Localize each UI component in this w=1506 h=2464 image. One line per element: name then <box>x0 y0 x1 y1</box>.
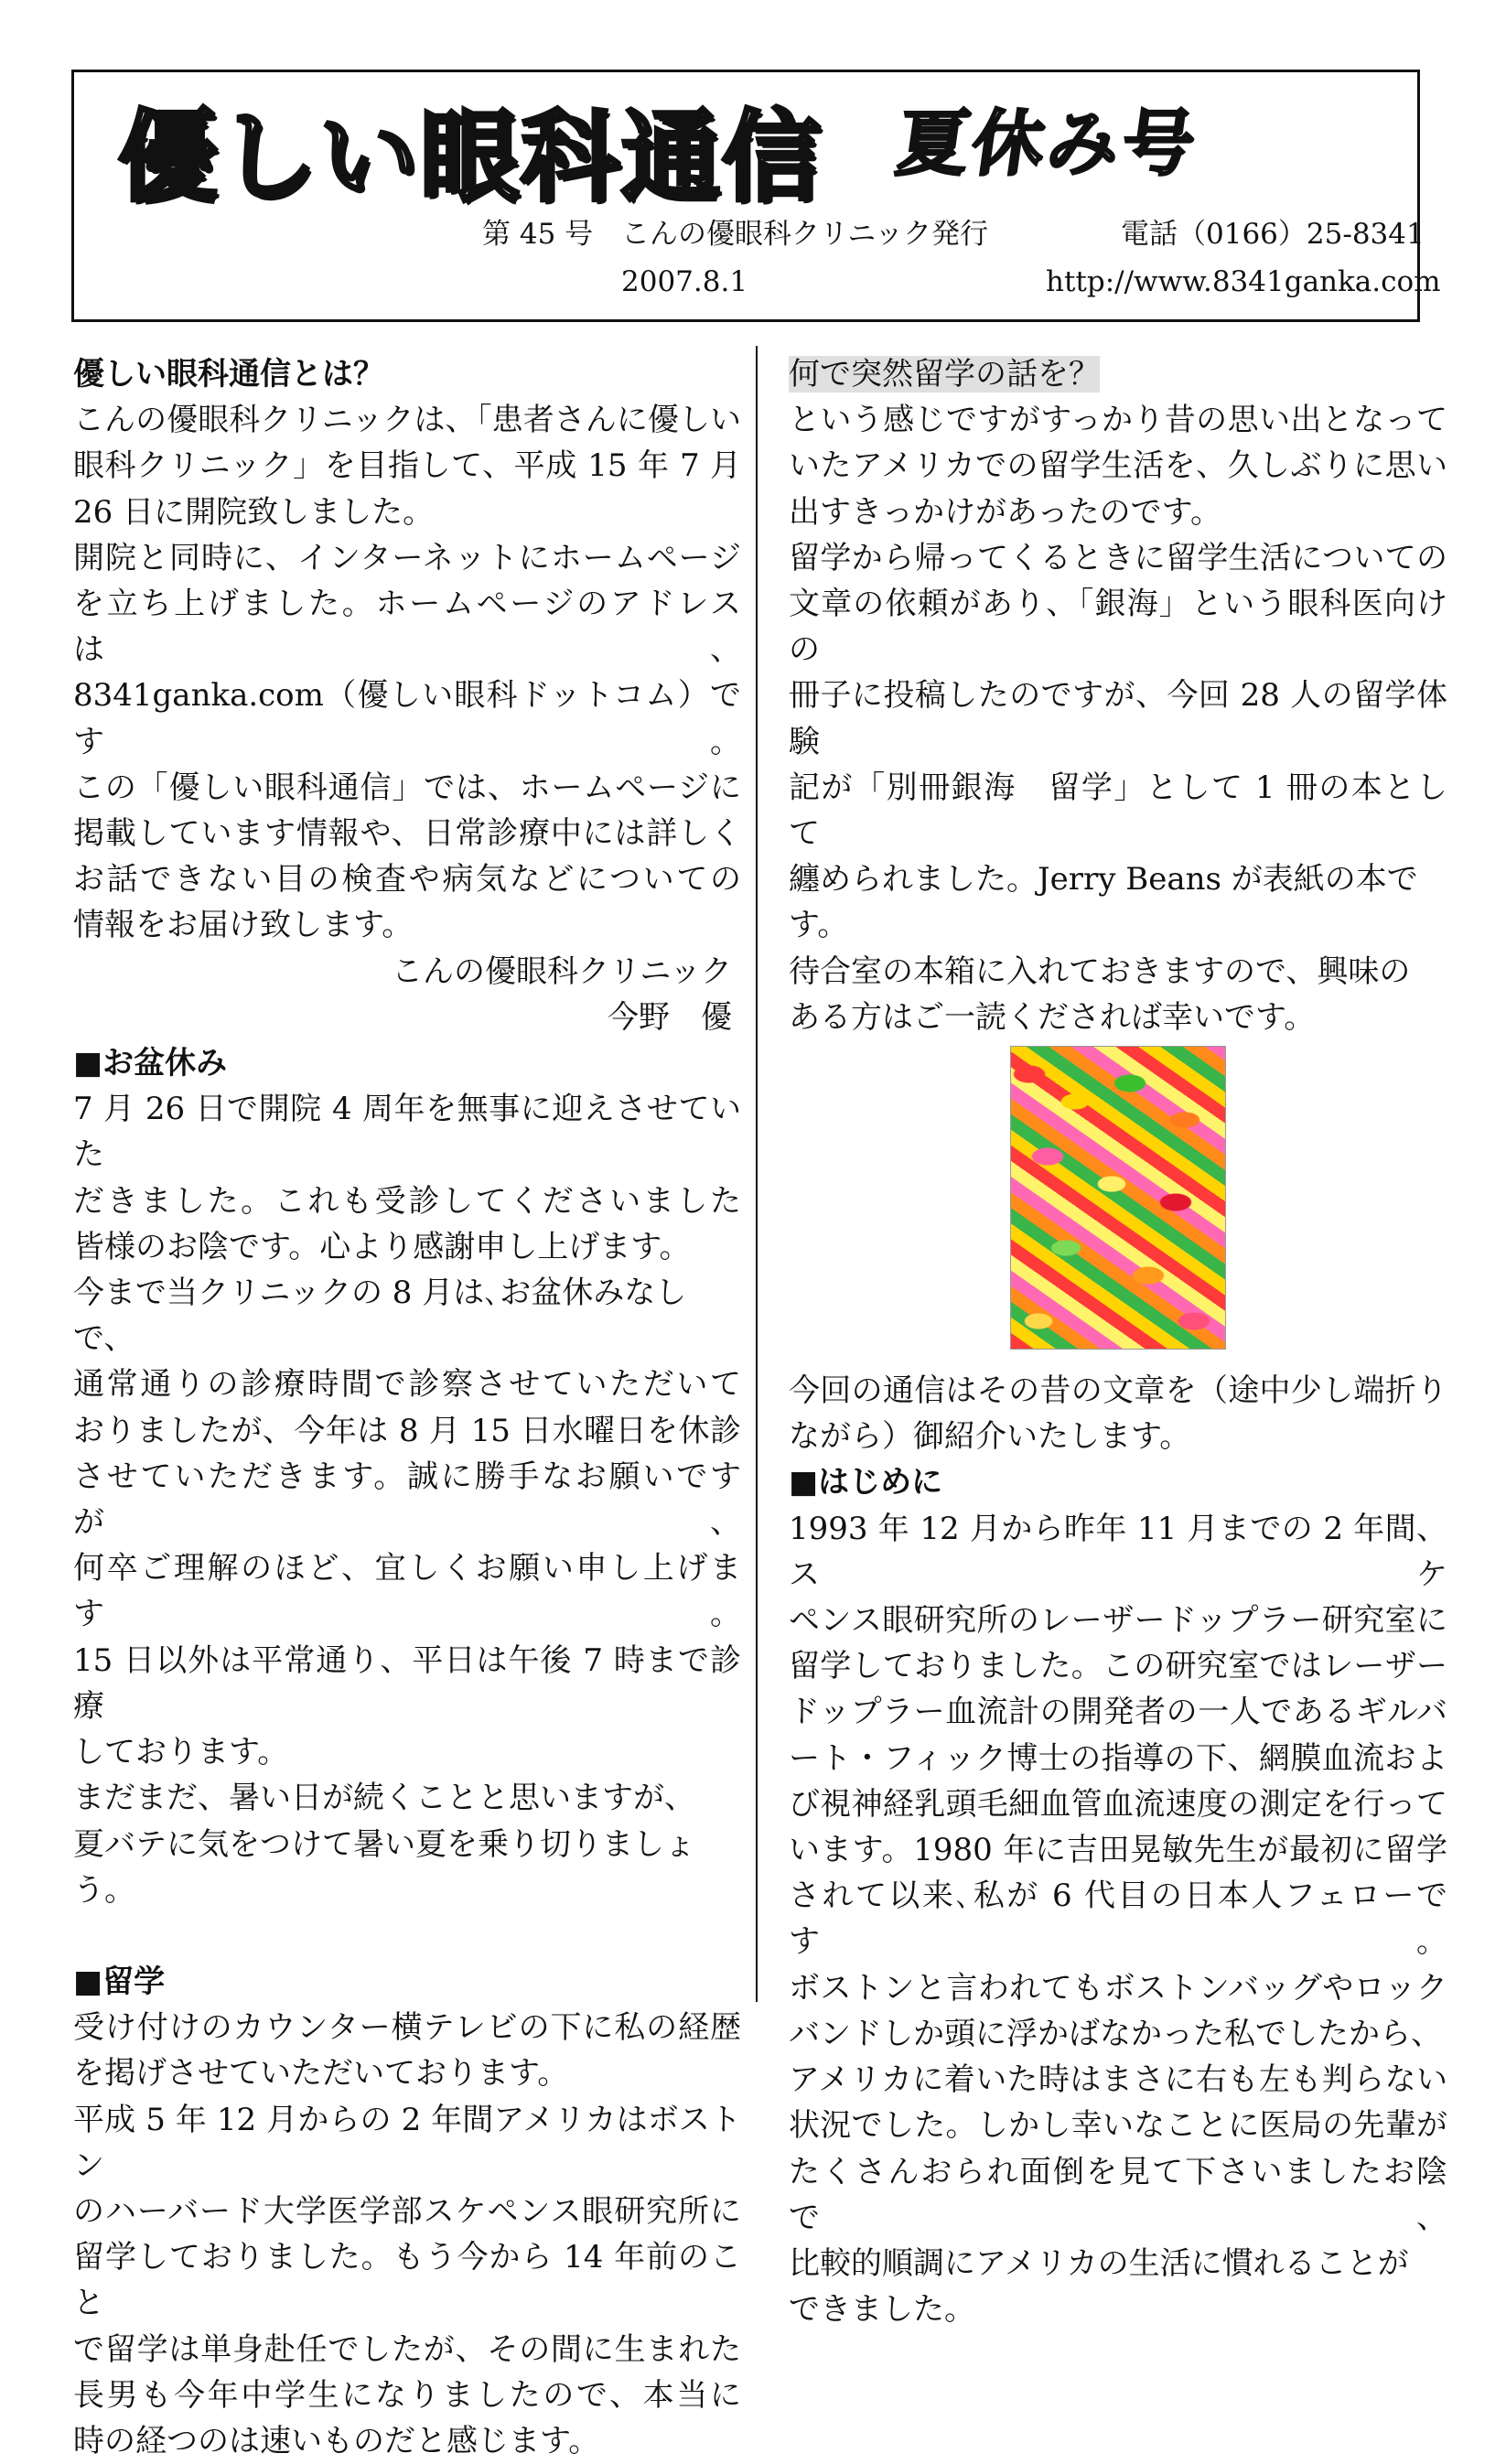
text-line: バンドしか頭に浮かばなかった私でしたから、 <box>789 2015 1442 2052</box>
column-divider <box>756 346 758 2002</box>
spacer <box>73 1913 741 1959</box>
text-line: おりましたが、今年は 8 月 15 日水曜日を休診 <box>73 1412 741 1449</box>
newsletter-title: 優しい眼科通信 <box>118 101 823 215</box>
text-line: ながら）御紹介いたします。 <box>789 1418 1191 1456</box>
text-line: 夏バテに気をつけて暑い夏を乗り切りましょう。 <box>73 1825 695 1909</box>
text-line: 7 月 26 日で開院 4 周年を無事に迎えさせていた <box>73 1091 741 1174</box>
text-line: 纏められました。Jerry Beans が表紙の本です。 <box>789 861 1418 944</box>
issue-date: 2007.8.1 <box>621 265 748 298</box>
text-line: という感じですがすっかり昔の思い出となって <box>789 402 1447 439</box>
text-line: のハーバード大学医学部スケペンス眼研究所に <box>73 2192 741 2230</box>
text-line: で留学は単身赴任でしたが、その間に生まれた <box>73 2330 741 2368</box>
text-line: 文章の依頼があり、「銀海」という眼科医向けの <box>789 586 1447 669</box>
ryugaku-heading: ■留学 <box>73 1963 166 2000</box>
text-line: いたアメリカでの留学生活を、久しぶりに思い <box>789 447 1447 485</box>
text-line: び視神経乳頭毛細血管血流速度の測定を行って <box>789 1785 1447 1823</box>
obon-heading: ■お盆休み <box>73 1045 228 1082</box>
text-line: こんの優眼科クリニックは、「患者さんに優しい <box>73 402 741 439</box>
text-line: 長男も今年中学生になりましたので、本当に <box>73 2376 741 2414</box>
text-line: お話できない目の検査や病気などについての <box>73 861 741 898</box>
text-line: されて以来､私が 6 代目の日本人フェローです。 <box>789 1878 1447 1961</box>
text-line: を立ち上げました。ホームページのアドレスは、 <box>73 586 741 669</box>
text-line: 眼科クリニック」を目指して、平成 15 年 7 月 <box>73 447 741 485</box>
text-line: 記が「別冊銀海 留学」として 1 冊の本として <box>789 769 1447 853</box>
issue-number: 第 45 号 <box>482 218 594 251</box>
text-line: アメリカに着いた時はまさに右も左も判らない <box>789 2061 1447 2099</box>
intro-heading: 優しい眼科通信とは？ <box>73 356 384 393</box>
text-line: ボストンと言われてもボストンバッグやロック <box>789 1969 1447 2007</box>
text-line: させていただきます。誠に勝手なお願いですが、 <box>73 1458 741 1542</box>
text-line: しております。 <box>73 1734 289 1771</box>
text-line: 時の経つのは速いものだと感じます。 <box>73 2422 600 2459</box>
text-line: だきました。これも受診してくださいました <box>73 1182 741 1220</box>
ryugaku-paragraph <box>73 2005 741 2464</box>
hajime-paragraph <box>789 1506 1447 2333</box>
book-cover-image <box>1010 1046 1226 1350</box>
text-line: 出すきっかけがあったのです。 <box>789 493 1221 531</box>
text-line: 状況でした。しかし幸いなことに医局の先輩が <box>789 2107 1447 2145</box>
text-line: できました。 <box>789 2291 975 2329</box>
text-line: 今回の通信はその昔の文章を（途中少し端折り <box>789 1372 1447 1410</box>
phone-number: 電話（0166）25-8341 <box>1121 218 1425 251</box>
text-line: 平成 5 年 12 月からの 2 年間アメリカはボストン <box>73 2101 741 2184</box>
text-line: 比較的順調にアメリカの生活に慣れることが <box>789 2244 1409 2282</box>
text-line: ペンス眼研究所のレーザードップラー研究室に <box>789 1602 1447 1640</box>
obon-paragraph <box>73 1086 741 1913</box>
text-line: この「優しい眼科通信」では、ホームページに <box>73 769 741 806</box>
text-line: たくさんおられ面倒を見て下さいましたお陰で、 <box>789 2153 1447 2236</box>
text-line: まだまだ、暑い日が続くことと思いますが、 <box>73 1780 695 1817</box>
text-line: ある方はご一読くだされば幸いです。 <box>789 998 1316 1036</box>
text-line: 8341ganka.com（優しい眼科ドットコム）です。 <box>73 677 741 760</box>
text-line: 留学しておりました。もう今から 14 年前のこと <box>73 2239 741 2322</box>
text-line: ート・フィック博士の指導の下、網膜血流およ <box>789 1739 1447 1777</box>
intro-story-paragraph <box>789 397 1447 1040</box>
signature-name: 今野 優 <box>608 998 732 1036</box>
signature-clinic: こんの優眼科クリニック <box>392 952 732 990</box>
text-line: 留学しておりました。この研究室ではレーザー <box>789 1648 1447 1685</box>
intro-paragraph <box>73 397 741 948</box>
highlight-heading: 何で突然留学の話を？ <box>789 356 1100 393</box>
text-line: 今まで当クリニックの 8 月は､お盆休みなしで、 <box>73 1275 687 1358</box>
publisher: こんの優眼科クリニック発行 <box>621 218 989 251</box>
left-column <box>73 351 741 2464</box>
text-line: 情報をお届け致します。 <box>73 907 414 944</box>
text-line: 1993 年 12 月から昨年 11 月までの 2 年間、スケ <box>789 1510 1447 1593</box>
website-url[interactable]: http://www.8341ganka.com <box>1046 265 1441 298</box>
text-line: います。1980 年に吉田晃敏先生が最初に留学 <box>789 1832 1447 1869</box>
hajime-heading: ■はじめに <box>789 1464 943 1501</box>
text-line: 掲載しています情報や、日常診療中には詳しく <box>73 815 741 853</box>
text-line: を掲げさせていただいております。 <box>73 2055 569 2093</box>
text-line: 皆様のお陰です。心より感謝申し上げます。 <box>73 1228 691 1265</box>
text-line: ドップラー血流計の開発者の一人であるギルバ <box>789 1694 1447 1731</box>
text-line: 冊子に投稿したのですが、今回 28 人の留学体験 <box>789 677 1447 760</box>
masthead-box <box>71 70 1441 322</box>
text-line: 受け付けのカウンター横テレビの下に私の経歴 <box>73 2009 741 2047</box>
issue-title: 夏休み号 <box>891 103 1204 186</box>
text-line: 開院と同時に、インターネットにホームページ <box>73 539 741 576</box>
text-line: 15 日以外は平常通り、平日は午後 7 時まで診療 <box>73 1641 741 1725</box>
right-column <box>789 351 1447 2332</box>
text-line: 通常通りの診療時間で診察させていただいて <box>73 1366 741 1404</box>
text-line: 何卒ご理解のほど、宜しくお願い申し上げます。 <box>73 1550 741 1633</box>
transition-paragraph <box>789 1368 1447 1459</box>
text-line: 待合室の本箱に入れておきますので、興味の <box>789 952 1411 990</box>
text-line: 留学から帰ってくるときに留学生活についての <box>789 539 1447 576</box>
text-line: 26 日に開院致しました。 <box>73 493 435 531</box>
